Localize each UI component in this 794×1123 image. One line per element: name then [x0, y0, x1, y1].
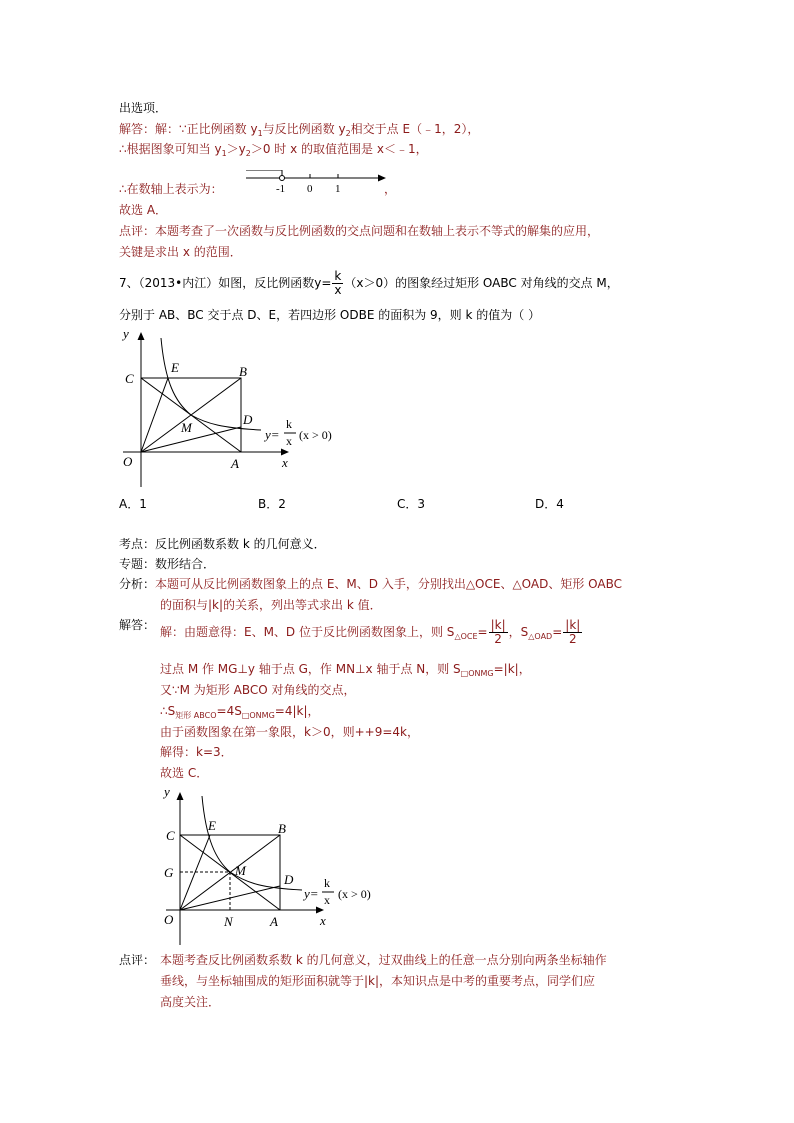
solution-line: 由于函数图象在第一象限，k＞0，则++9=4k，: [160, 725, 419, 739]
figure-2: [158, 780, 398, 950]
question-line: 分别于 AB、BC 交于点 D、E，若四边形 ODBE 的面积为 9，则 k 的值为（ ）: [119, 308, 541, 322]
eq-cond: (x > 0): [338, 887, 371, 901]
label-N: N: [224, 914, 233, 929]
solution-line: 故选 C．: [160, 766, 209, 780]
solution-line: 解：由题意得：E、M、D 位于反比例函数图象上，则 $S_{\triangle OCE}=$ $\frac{|k|}{2}$ ，$S_{\triangle OAD}=$ $\frac{|k|}{2}$: [160, 618, 581, 646]
solution-line: 过点 M 作 MG⊥y 轴于点 G，作 MN⊥x 轴于点 N，则 $S_{□ONMG}=|k|$，: [160, 662, 531, 678]
label-x: x: [320, 913, 326, 928]
answer-line: ∴在数轴上表示为：: [119, 182, 223, 196]
fenxi-line: 分析：本题可从反比例函数图象上的点 E、M、D 入手，分别找出△OCE、△OAD、矩形 OABC: [119, 577, 623, 591]
fraction-abs-k-over-2: $\frac{|k|}{2}$: [490, 618, 506, 646]
label-M: M: [235, 863, 246, 878]
zhuanti-line: 专题：数形结合．: [119, 557, 216, 571]
label-y: y: [123, 326, 129, 341]
label-C: C: [166, 828, 175, 843]
solution-line: $\therefore S_{矩形 ABCO}=4S_{□ONMG}=4|k|$，: [160, 704, 320, 720]
text-line: 出选项．: [119, 101, 168, 115]
label-E: E: [171, 360, 179, 375]
label-C: C: [125, 371, 134, 386]
label-O: O: [123, 454, 133, 469]
comment-line: 点评：本题考查了一次函数与反比例函数的交点问题和在数轴上表示不等式的解集的应用，: [119, 224, 600, 238]
solution-line: 解得：k=3．: [160, 745, 233, 759]
solution-line: 又∵M 为矩形 ABCO 对角线的交点，: [160, 683, 356, 697]
tick-label: 0: [307, 183, 313, 195]
option-b: B．2: [258, 497, 286, 511]
option-a: A．1: [119, 497, 147, 511]
label-y: y: [164, 784, 170, 799]
eq-cond: (x > 0): [299, 428, 332, 442]
label-B: B: [239, 364, 247, 379]
comment-line: 高度关注．: [160, 995, 221, 1009]
label-D: D: [243, 412, 253, 427]
tick-label: -1: [276, 183, 286, 195]
comment-label: 点评：: [119, 953, 156, 967]
label-D: D: [284, 872, 294, 887]
eq-den: x: [324, 893, 330, 907]
eq-y: y=: [304, 886, 319, 901]
comment-line: 关键是求出 x 的范围．: [119, 245, 242, 259]
comma: ，: [384, 182, 397, 196]
eq-num: k: [286, 417, 292, 431]
comment-line: 垂线，与坐标轴围成的矩形面积就等于|k|，本知识点是中考的重要考点，同学们应: [160, 974, 596, 988]
eq-den: x: [286, 434, 292, 448]
jieda-label: 解答：: [119, 618, 156, 632]
label-E: E: [208, 818, 216, 833]
option-d: D．4: [535, 497, 564, 511]
question-line: 7、（2013•内江）如图，反比例函数y= $\frac{k}{x}$ （x＞0）的图象经过矩形 OABC 对角线的交点 M，: [119, 269, 619, 297]
label-A: A: [270, 914, 278, 929]
label-G: G: [164, 865, 174, 880]
number-line: [240, 170, 390, 196]
fraction-abs-k-over-2: $\frac{|k|}{2}$: [565, 618, 581, 646]
option-c: C．3: [397, 497, 426, 511]
label-x: x: [282, 455, 288, 470]
tick-label: 1: [335, 183, 341, 195]
eq-num: k: [324, 876, 330, 890]
answer-line: 故选 A．: [119, 203, 168, 217]
label-O: O: [164, 912, 174, 927]
fraction-k-over-x: $\frac{k}{x}$: [334, 269, 342, 297]
label-A: A: [231, 456, 239, 471]
fenxi-line: 的面积与|k|的关系，列出等式求出 k 值．: [160, 598, 382, 612]
answer-line: ∴根据图象可知当 $y_1>y_2>0$ 时 x 的取值范围是 x＜﹣1，: [119, 142, 428, 158]
label-M: M: [181, 420, 192, 435]
figure-1: [115, 322, 375, 492]
eq-y: y=: [265, 427, 280, 442]
kaodian-line: 考点：反比例函数系数 k 的几何意义．: [119, 537, 326, 551]
label-B: B: [278, 821, 286, 836]
comment-line: 本题考查反比例函数系数 k 的几何意义，过双曲线上的任意一点分别向两条坐标轴作: [160, 953, 607, 967]
answer-line: 解答：解：∵正比例函数 $y_1$与反比例函数 $y_2$相交于点 E（﹣1，2），: [119, 122, 480, 138]
